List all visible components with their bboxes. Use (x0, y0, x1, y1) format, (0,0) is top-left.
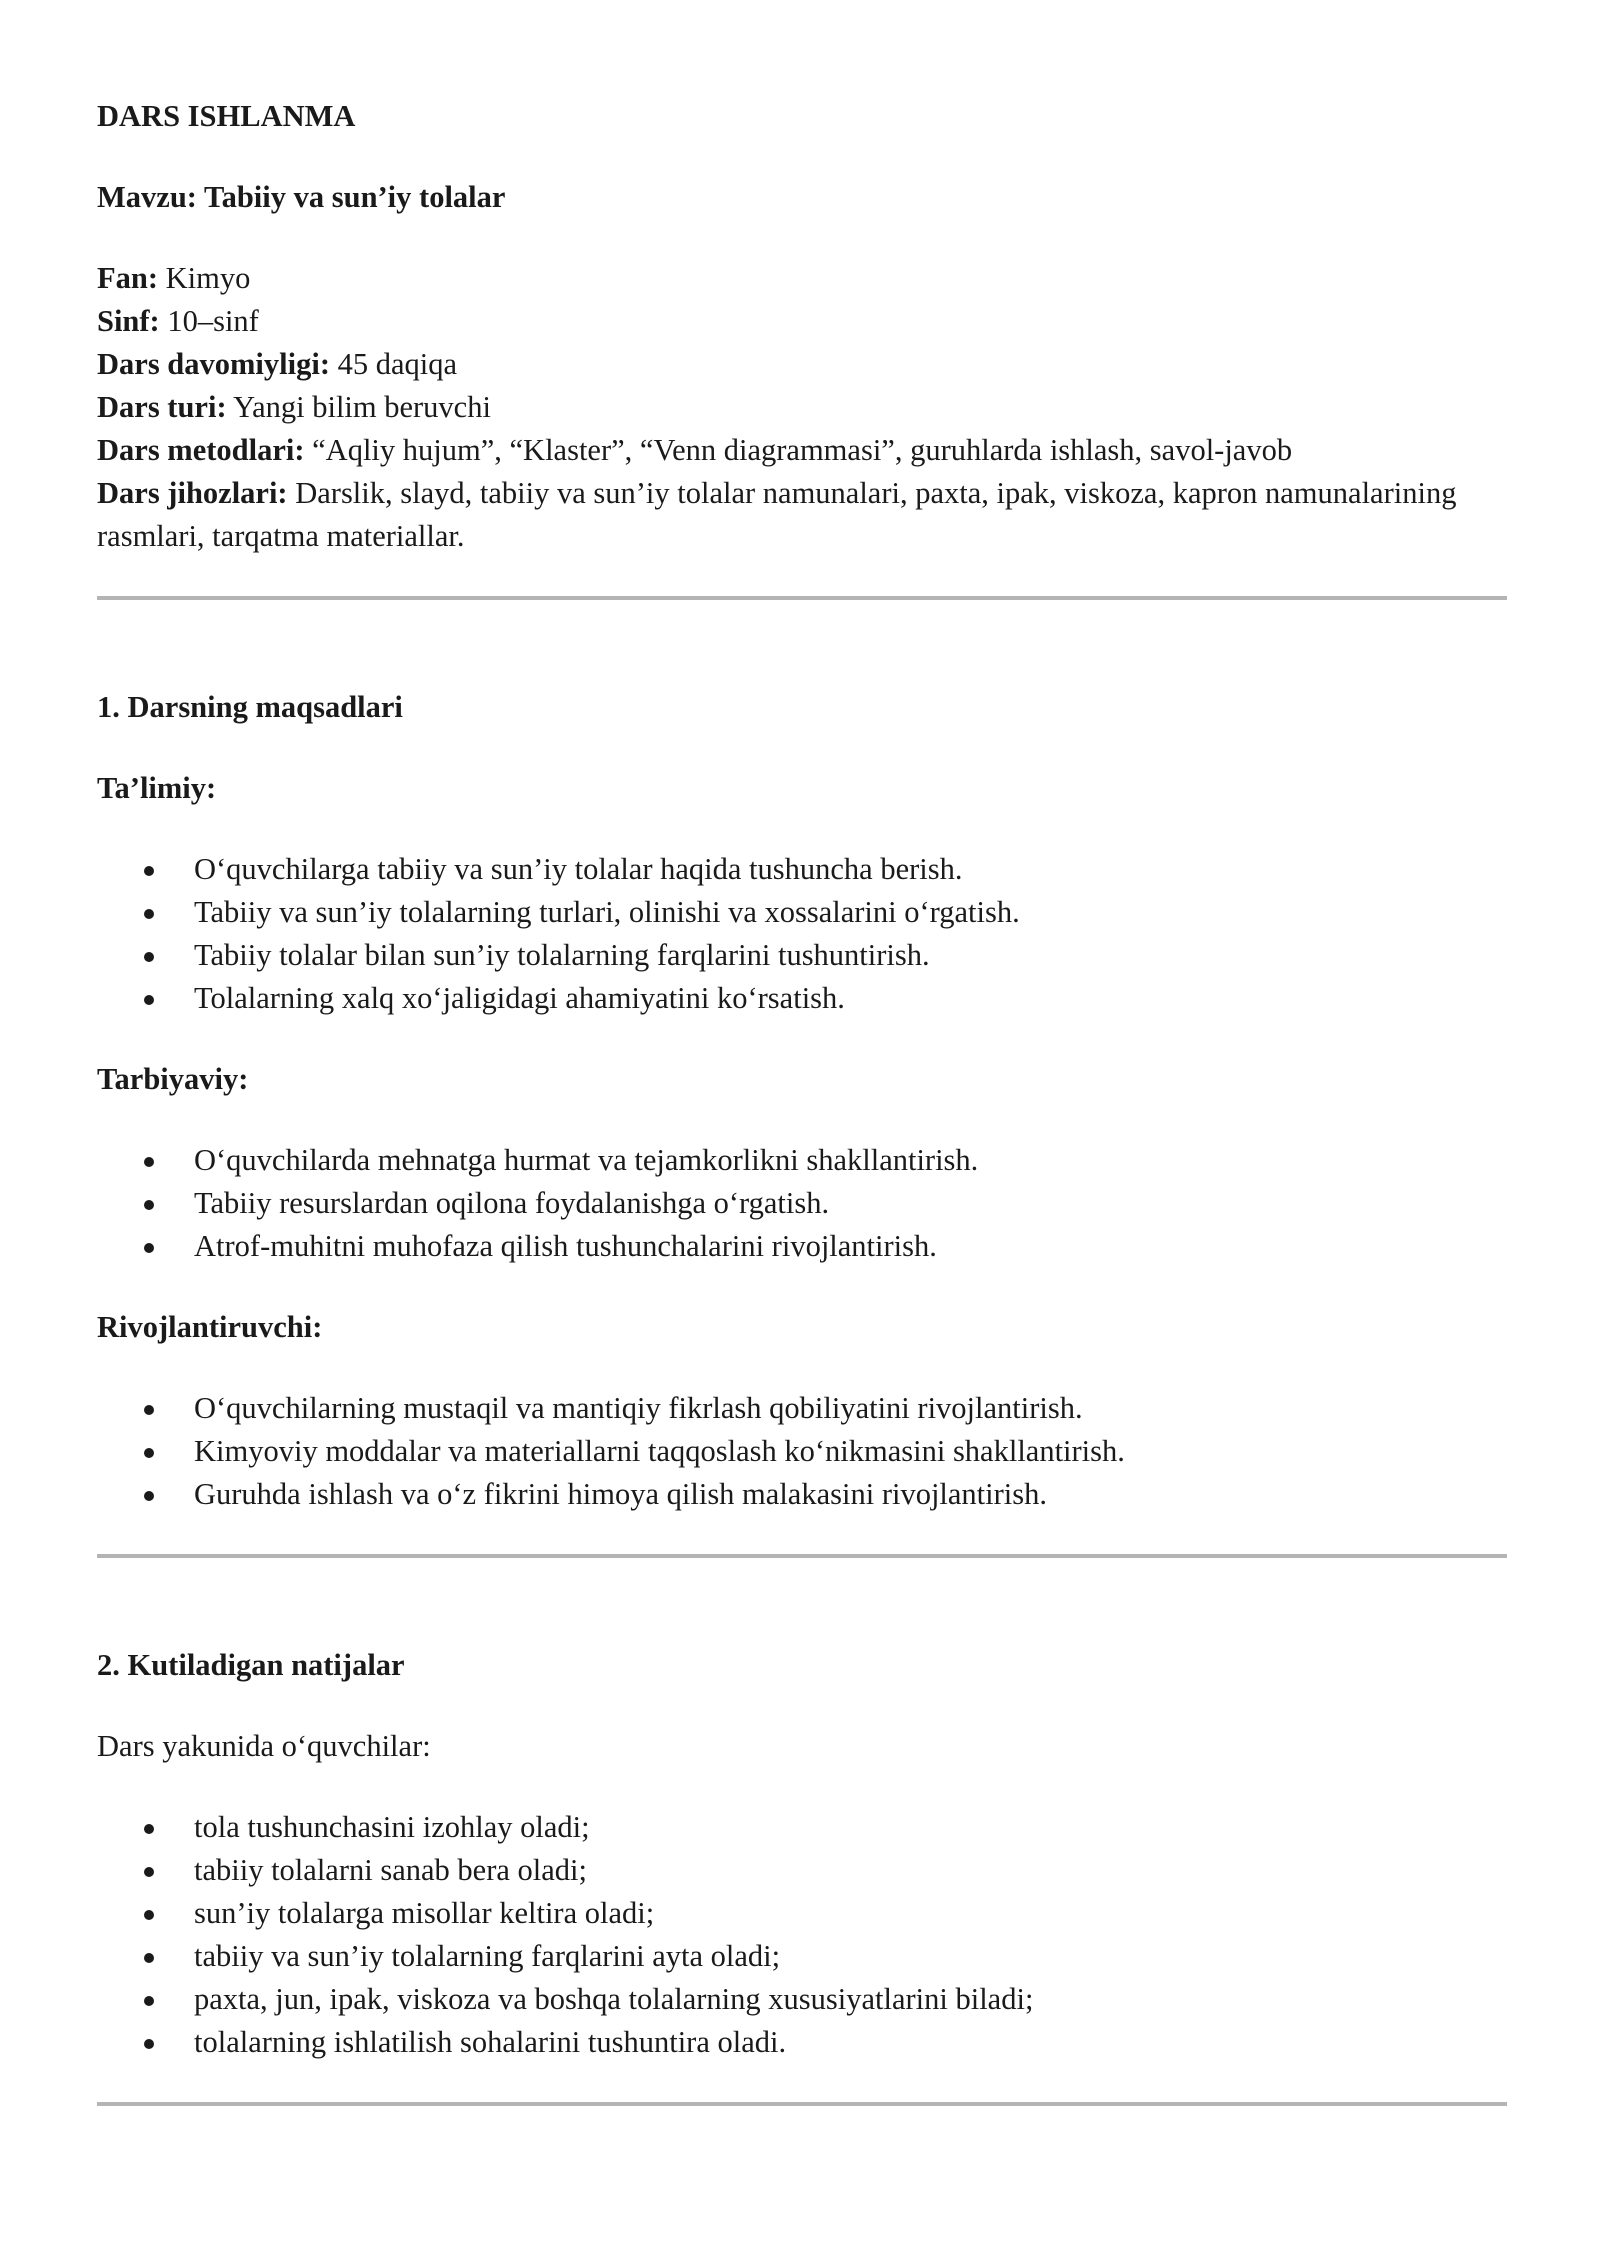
topic-label: Mavzu: (97, 180, 197, 214)
meta-value: Darslik, slayd, tabiiy va sun’iy tolalar namunalari, paxta, ipak, viskoza, kapron namunalarining rasmlari, tarqatma materiallar. (97, 476, 1457, 553)
meta-label: Dars turi: (97, 390, 227, 424)
list-item (97, 1806, 1507, 1849)
outcomes-intro: Dars yakunida o‘quvchilar: (97, 1729, 431, 1763)
list-item-text: tola tushunchasini izohlay oladi; (194, 1810, 590, 1844)
topic-value: Tabiiy va sun’iy tolalar (204, 180, 506, 214)
meta-duration (97, 343, 1507, 386)
list-item (97, 1892, 1507, 1935)
bullet-icon (144, 909, 154, 919)
list-item-text: Tabiiy va sun’iy tolalarning turlari, olinishi va xossalarini o‘rgatish. (194, 895, 1020, 929)
section-heading-outcomes: 2. Kutiladigan natijalar (97, 1648, 405, 1682)
goal-group-heading: Ta’limiy: (97, 771, 217, 805)
list-item-text: Guruhda ishlash va o‘z fikrini himoya qilish malakasini rivojlantirish. (194, 1477, 1048, 1511)
meta-grade (97, 300, 1507, 343)
list-item (97, 1849, 1507, 1892)
list-item-text: Kimyoviy moddalar va materiallarni taqqoslash ko‘nikmasini shakllantirish. (194, 1434, 1125, 1468)
meta-label: Fan: (97, 261, 158, 295)
list-item (97, 2021, 1507, 2064)
list-item (97, 891, 1507, 934)
list-item-text: Tabiiy resurslardan oqilona foydalanishga o‘rgatish. (194, 1186, 830, 1220)
list-item-text: Atrof-muhitni muhofaza qilish tushunchalarini rivojlantirish. (194, 1229, 937, 1263)
list-item-text: tabiiy tolalarni sanab bera oladi; (194, 1853, 587, 1887)
bullet-icon (144, 1996, 154, 2006)
list-item-text: tabiiy va sun’iy tolalarning farqlarini ayta oladi; (194, 1939, 781, 1973)
list-item (97, 1935, 1507, 1978)
outcomes-list (97, 1806, 1507, 2064)
list-item (97, 1139, 1507, 1182)
bullet-icon (144, 995, 154, 1005)
list-item (97, 1978, 1507, 2021)
list-item-text: O‘quvchilarga tabiiy va sun’iy tolalar haqida tushuncha berish. (194, 852, 963, 886)
list-item (97, 1387, 1507, 1430)
topic-line (97, 176, 1507, 219)
meta-label: Sinf: (97, 304, 160, 338)
goal-group-heading: Rivojlantiruvchi: (97, 1310, 323, 1344)
list-item-text: Tolalarning xalq xo‘jaligidagi ahamiyatini ko‘rsatish. (194, 981, 845, 1015)
bullet-icon (144, 2039, 154, 2049)
meta-value: 10–sinf (167, 304, 259, 338)
bullet-icon (144, 1405, 154, 1415)
section-heading-goals: 1. Darsning maqsadlari (97, 690, 403, 724)
meta-type (97, 386, 1507, 429)
list-item (97, 1225, 1507, 1268)
bullet-icon (144, 1953, 154, 1963)
bullet-icon (144, 1867, 154, 1877)
meta-value: 45 daqiqa (337, 347, 458, 381)
list-item (97, 1430, 1507, 1473)
meta-label: Dars jihozlari: (97, 476, 288, 510)
goal-group-heading: Tarbiyaviy: (97, 1062, 249, 1096)
bullet-icon (144, 1910, 154, 1920)
list-item (97, 934, 1507, 977)
bullet-icon (144, 1157, 154, 1167)
goal-list-educational (97, 848, 1507, 1020)
list-item (97, 1473, 1507, 1516)
meta-value: “Aqliy hujum”, “Klaster”, “Venn diagrammasi”, guruhlarda ishlash, savol-javob (312, 433, 1293, 467)
bullet-icon (144, 1243, 154, 1253)
meta-equipment (97, 472, 1507, 558)
bullet-icon (144, 1448, 154, 1458)
list-item-text: O‘quvchilarning mustaqil va mantiqiy fikrlash qobiliyatini rivojlantirish. (194, 1391, 1083, 1425)
lesson-meta (97, 257, 1507, 558)
list-item-text: paxta, jun, ipak, viskoza va boshqa tolalarning xususiyatlarini biladi; (194, 1982, 1034, 2016)
meta-label: Dars davomiyligi: (97, 347, 330, 381)
list-item-text: tolalarning ishlatilish sohalarini tushuntira oladi. (194, 2025, 787, 2059)
bullet-icon (144, 1491, 154, 1501)
bullet-icon (144, 952, 154, 962)
list-item (97, 848, 1507, 891)
document-page (97, 95, 1507, 2106)
meta-subject (97, 257, 1507, 300)
meta-value: Yangi bilim beruvchi (233, 390, 491, 424)
meta-methods (97, 429, 1507, 472)
goal-list-upbringing (97, 1139, 1507, 1268)
list-item-text: Tabiiy tolalar bilan sun’iy tolalarning farqlarini tushuntirish. (194, 938, 930, 972)
list-item (97, 977, 1507, 1020)
bullet-icon (144, 1824, 154, 1834)
divider (97, 1554, 1507, 1558)
bullet-icon (144, 866, 154, 876)
document-title: DARS ISHLANMA (97, 99, 356, 133)
list-item-text: sun’iy tolalarga misollar keltira oladi; (194, 1896, 655, 1930)
bullet-icon (144, 1200, 154, 1210)
goal-list-developmental (97, 1387, 1507, 1516)
meta-value: Kimyo (165, 261, 251, 295)
divider (97, 596, 1507, 600)
list-item (97, 1182, 1507, 1225)
divider (97, 2102, 1507, 2106)
list-item-text: O‘quvchilarda mehnatga hurmat va tejamkorlikni shakllantirish. (194, 1143, 979, 1177)
meta-label: Dars metodlari: (97, 433, 305, 467)
